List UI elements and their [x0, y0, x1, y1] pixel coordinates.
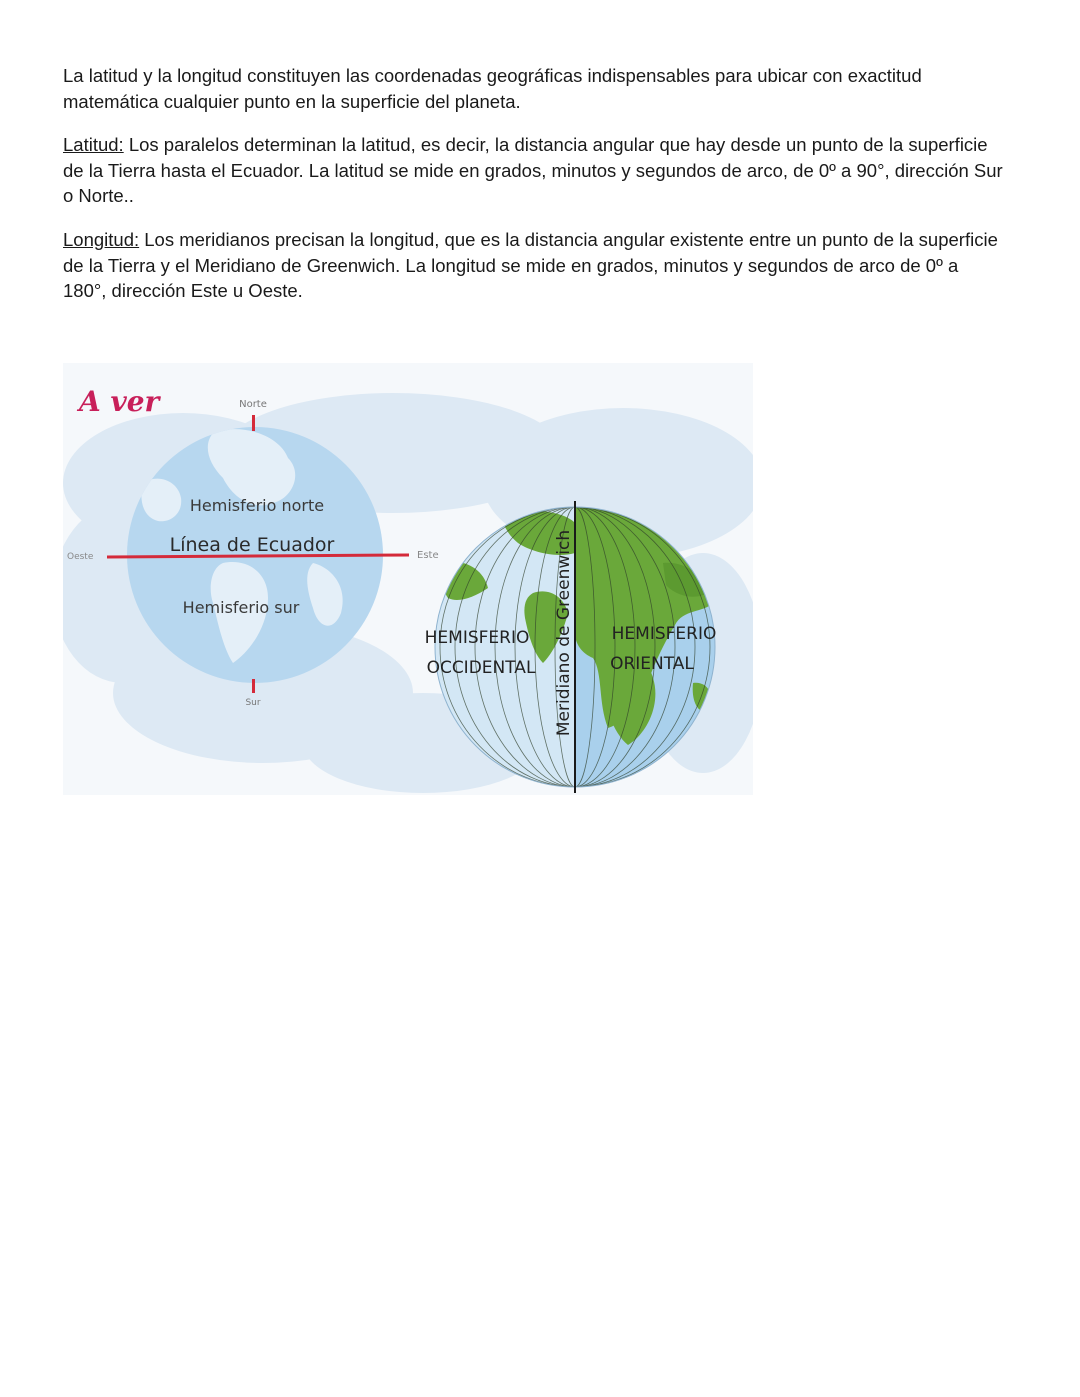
latitude-paragraph: [63, 132, 1003, 209]
hemispheres-figure: [63, 363, 753, 795]
longitude-definition: Los meridianos precisan la longitud, que es la distancia angular existente entre un punto de la superficie de la Tierra y el Meridiano de Greenwich. La longitud se mide en grados, minutos y segundos de arco de 0º a 180°, dirección Este u Oeste.: [63, 229, 998, 301]
north-label: Norte: [239, 399, 267, 410]
eastern-hemisphere-line1: HEMISFERIO: [611, 624, 717, 644]
west-label: Oeste: [67, 552, 94, 562]
greenwich-meridian-label: Meridiano de Greenwich: [554, 529, 574, 737]
latitude-definition: Los paralelos determinan la latitud, es decir, la distancia angular que hay desde un punto de la superficie de la Tierra hasta el Ecuador. La latitud se mide en grados, minutos y segundos de arco, de 0º a 90°, dirección Sur o Norte..: [63, 134, 1003, 206]
longitude-term: Longitud:: [63, 229, 140, 250]
hemispheres-illustration: [63, 363, 753, 795]
brand-logo: A ver: [79, 385, 160, 418]
intro-paragraph: La latitud y la longitud constituyen las coordenadas geográficas indispensables para ubicar con exactitud matemática cualquier punto en la superficie del planeta.: [63, 65, 922, 112]
north-marker: [252, 415, 255, 431]
equator-label: Línea de Ecuador: [169, 534, 335, 556]
longitude-paragraph: [63, 227, 1003, 304]
eastern-hemisphere-line2: ORIENTAL: [610, 654, 694, 674]
latitude-term: Latitud:: [63, 134, 124, 155]
south-marker: [252, 679, 255, 693]
northern-hemisphere-label: Hemisferio norte: [189, 496, 325, 515]
south-label: Sur: [245, 698, 261, 708]
western-hemisphere-line1: HEMISFERIO: [424, 628, 530, 648]
east-label: Este: [417, 550, 439, 561]
western-hemisphere-line2: OCCIDENTAL: [426, 658, 536, 678]
southern-hemisphere-label: Hemisferio sur: [182, 598, 300, 617]
